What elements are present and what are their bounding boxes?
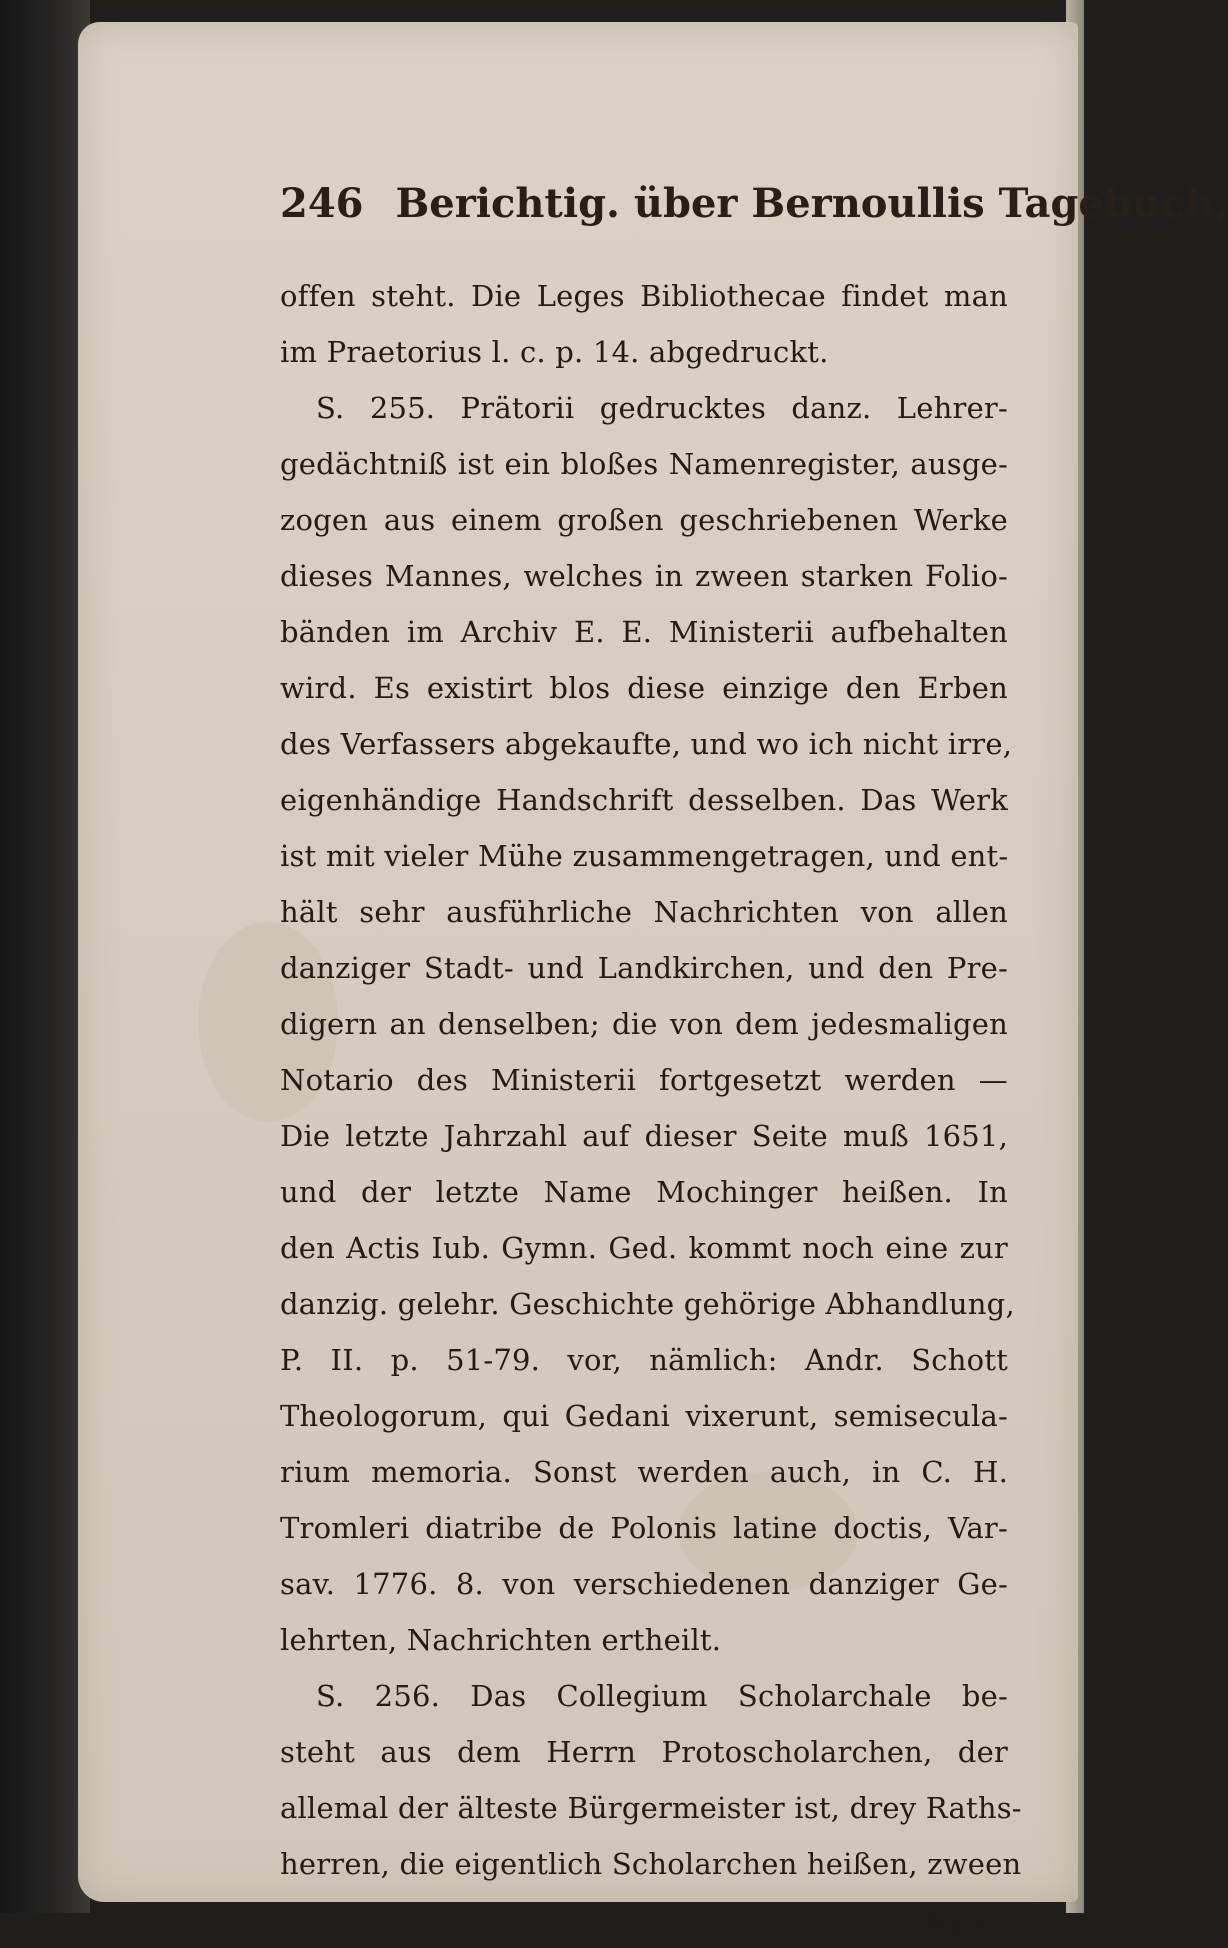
- text-line: danzig. gelehr. Geschichte gehörige Abhandlung,: [280, 1287, 1015, 1321]
- text-line: eigenhändige Handschrift desselben. Das Werk: [280, 783, 1008, 817]
- text-line: bänden im Archiv E. E. Ministerii aufbehalten: [280, 615, 1008, 649]
- text-line: rium memoria. Sonst werden auch, in C. H.: [280, 1455, 1008, 1489]
- text-line: lehrten, Nachrichten ertheilt.: [280, 1623, 722, 1657]
- text-line: ist mit vieler Mühe zusammengetragen, und ent-: [280, 839, 1009, 873]
- text-line: sav. 1776. 8. von verschiedenen danziger Ge-: [280, 1567, 1008, 1601]
- text-line: hält sehr ausführliche Nachrichten von allen: [280, 895, 1008, 929]
- text-line: herren, die eigentlich Scholarchen heißen, zween: [280, 1847, 1022, 1881]
- text-line: und der letzte Name Mochinger heißen. In: [280, 1175, 1008, 1209]
- running-head: [280, 180, 1228, 227]
- text-line: S. 256. Das Collegium Scholarchale be-: [316, 1679, 1008, 1713]
- catchword: Beysi-: [913, 1903, 1002, 1937]
- text-line: des Verfassers abgekaufte, und wo ich nicht irre,: [280, 727, 1013, 761]
- text-line: digern an denselben; die von dem jedesmaligen: [280, 1007, 1008, 1041]
- text-line: im Praetorius l. c. p. 14. abgedruckt.: [280, 335, 829, 369]
- text-line: wird. Es existirt blos diese einzige den Erben: [280, 671, 1008, 705]
- body-text: [280, 268, 1022, 1948]
- text-line: steht aus dem Herrn Protoscholarchen, der: [280, 1735, 1008, 1769]
- text-line: zogen aus einem großen geschriebenen Werke: [280, 503, 1008, 537]
- text-line: dieses Mannes, welches in zween starken Folio-: [280, 559, 1008, 593]
- text-line: Tromleri diatribe de Polonis latine doctis, Var-: [280, 1511, 1008, 1545]
- text-line: danziger Stadt- und Landkirchen, und den Pre-: [280, 951, 1008, 985]
- page-number: 246: [280, 180, 364, 227]
- scan-background-left: [0, 0, 90, 1913]
- text-line: offen steht. Die Leges Bibliothecae findet man: [280, 279, 1008, 313]
- text-line: Theologorum, qui Gedani vixerunt, semisecula-: [280, 1399, 1008, 1433]
- text-line: den Actis Iub. Gymn. Ged. kommt noch eine zur: [280, 1231, 1008, 1265]
- text-line: S. 255. Prätorii gedrucktes danz. Lehrer-: [316, 391, 1008, 425]
- text-line: gedächtniß ist ein bloßes Namenregister, ausge-: [280, 447, 1008, 481]
- text-line: Die letzte Jahrzahl auf dieser Seite muß 1651,: [280, 1119, 1008, 1153]
- text-line: Notario des Ministerii fortgesetzt werden —: [280, 1063, 1008, 1097]
- running-head-title: Berichtig. über Bernoullis Tagebuch,: [395, 180, 1228, 227]
- text-line: allemal der älteste Bürgermeister ist, drey Raths-: [280, 1791, 1022, 1825]
- text-line: P. II. p. 51-79. vor, nämlich: Andr. Schott: [280, 1343, 1008, 1377]
